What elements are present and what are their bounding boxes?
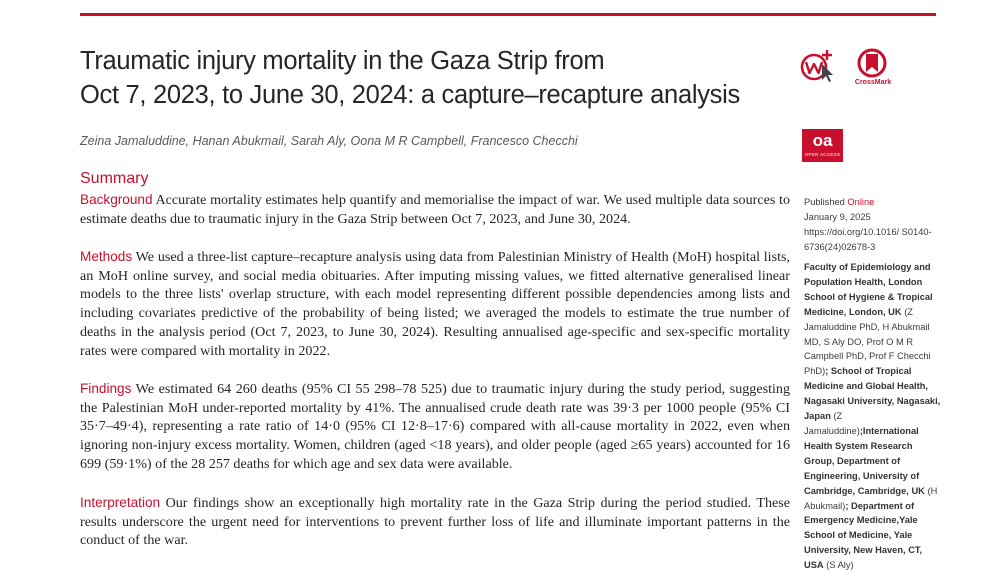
interpretation-label: Interpretation — [80, 495, 161, 510]
oa-subtext: OPEN ACCESS — [804, 152, 841, 157]
methods-text: We used a three-list capture–recapture analysis using data from Palestinian Ministry of Health (MoH) hospital lists, an MoH online survey, and social media obituaries. After imputing missing values, we fitted alternative generalised linear models to the three lists' overlap structure, with each model representing different possible dependencies among lists and including covariates predictive of the probability of being listed; we averaged the models to estimate the true number of deaths in the analysis period (Oct 7, 2023, to June 30, 2024). Resulting annualised age-specific and sex-specific mortality rates were compared with mortality in 2022. — [80, 249, 790, 359]
interpretation-paragraph — [80, 494, 790, 550]
published-label: Published — [804, 197, 848, 207]
affiliation-1-people: (Z Jamaluddine PhD, H Abukmail MD, S Aly DO, Prof O M R Campbell PhD, Prof F Checchi PhD) — [804, 306, 931, 377]
title-line-1: Traumatic injury mortality in the Gaza Strip from — [80, 47, 605, 75]
summary-heading: Summary — [80, 170, 149, 187]
methods-label: Methods — [80, 249, 133, 264]
oa-text: oa — [812, 131, 833, 150]
author-list[interactable]: Zeina Jamaluddine, Hanan Abukmail, Sarah Aly, Oona M R Campbell, Francesco Checchi — [80, 134, 578, 148]
background-text: Accurate mortality estimates help quantify and memorialise the impact of war. We used multiple data sources to estimate deaths due to traumatic injury in the Gaza Strip between Oct 7, 2023, and June 30, 2024. — [80, 192, 790, 227]
publication-info — [804, 195, 944, 255]
affiliation-4: ; Department of Emergency Medicine,Yale School of Medicine, Yale University, New Haven, CT, USA — [804, 500, 923, 571]
article-title — [80, 44, 780, 112]
open-access-badge — [802, 129, 843, 162]
affiliation-4-people: (S Aly) — [823, 560, 854, 571]
top-rule — [80, 13, 936, 16]
interpretation-text: Our findings show an exceptionally high mortality rate in the Gaza Strip during the period studied. These results underscore the urgent need for interventions to prevent further loss of life and illuminate important patterns in the conduct of the war. — [80, 495, 790, 549]
affiliation-3: ;International Health System Research Group, Department of Engineering, University of Cambridge, Cambridge, UK — [804, 425, 925, 496]
published-line — [804, 195, 944, 210]
background-label: Background — [80, 192, 153, 207]
findings-paragraph — [80, 380, 790, 474]
affiliations — [804, 260, 944, 573]
title-line-2: Oct 7, 2023, to June 30, 2024: a capture–recapture analysis — [80, 81, 740, 109]
crossmark-icon[interactable] — [856, 48, 888, 78]
methods-paragraph — [80, 248, 790, 360]
findings-text: We estimated 64 260 deaths (95% CI 55 298–78 525) due to traumatic injury during the study period, suggesting the Palestinian MoH under-reported mortality by 41%. The annualised crude death rate was 39·3 per 1000 people (95% CI 35·7–49·4), representing a rate ratio of 14·0 (95% CI 12·8–17·6) compared with all-cause mortality in 2022, even when ignoring non-injury excess mortality. Women, children (aged <18 years), and older people (aged ≥65 years) accounted for 16 699 (59·1%) of the 28 257 deaths for which age and sex data were available. — [80, 381, 790, 472]
findings-label: Findings — [80, 381, 132, 396]
background-paragraph — [80, 191, 790, 228]
affiliation-2-people: (Z Jamaluddine) — [804, 411, 860, 436]
affiliation-2: ; School of Tropical Medicine and Global Health, Nagasaki University, Nagasaki, Japan — [804, 366, 941, 422]
crossmark-label: CrossMark — [854, 79, 892, 86]
online-link[interactable]: Online — [847, 197, 875, 207]
publish-date: January 9, 2025 — [804, 211, 871, 222]
update-w-icon[interactable] — [800, 48, 834, 82]
affiliation-1: Faculty of Epidemiology and Population Health, London School of Hygiene & Tropical Medicine, London, UK — [804, 262, 933, 317]
affiliation-3-people: (H Abukmail) — [804, 485, 938, 511]
doi-link[interactable]: https://doi.org/10.1016/ S0140-6736(24)02678-3 — [804, 226, 932, 252]
